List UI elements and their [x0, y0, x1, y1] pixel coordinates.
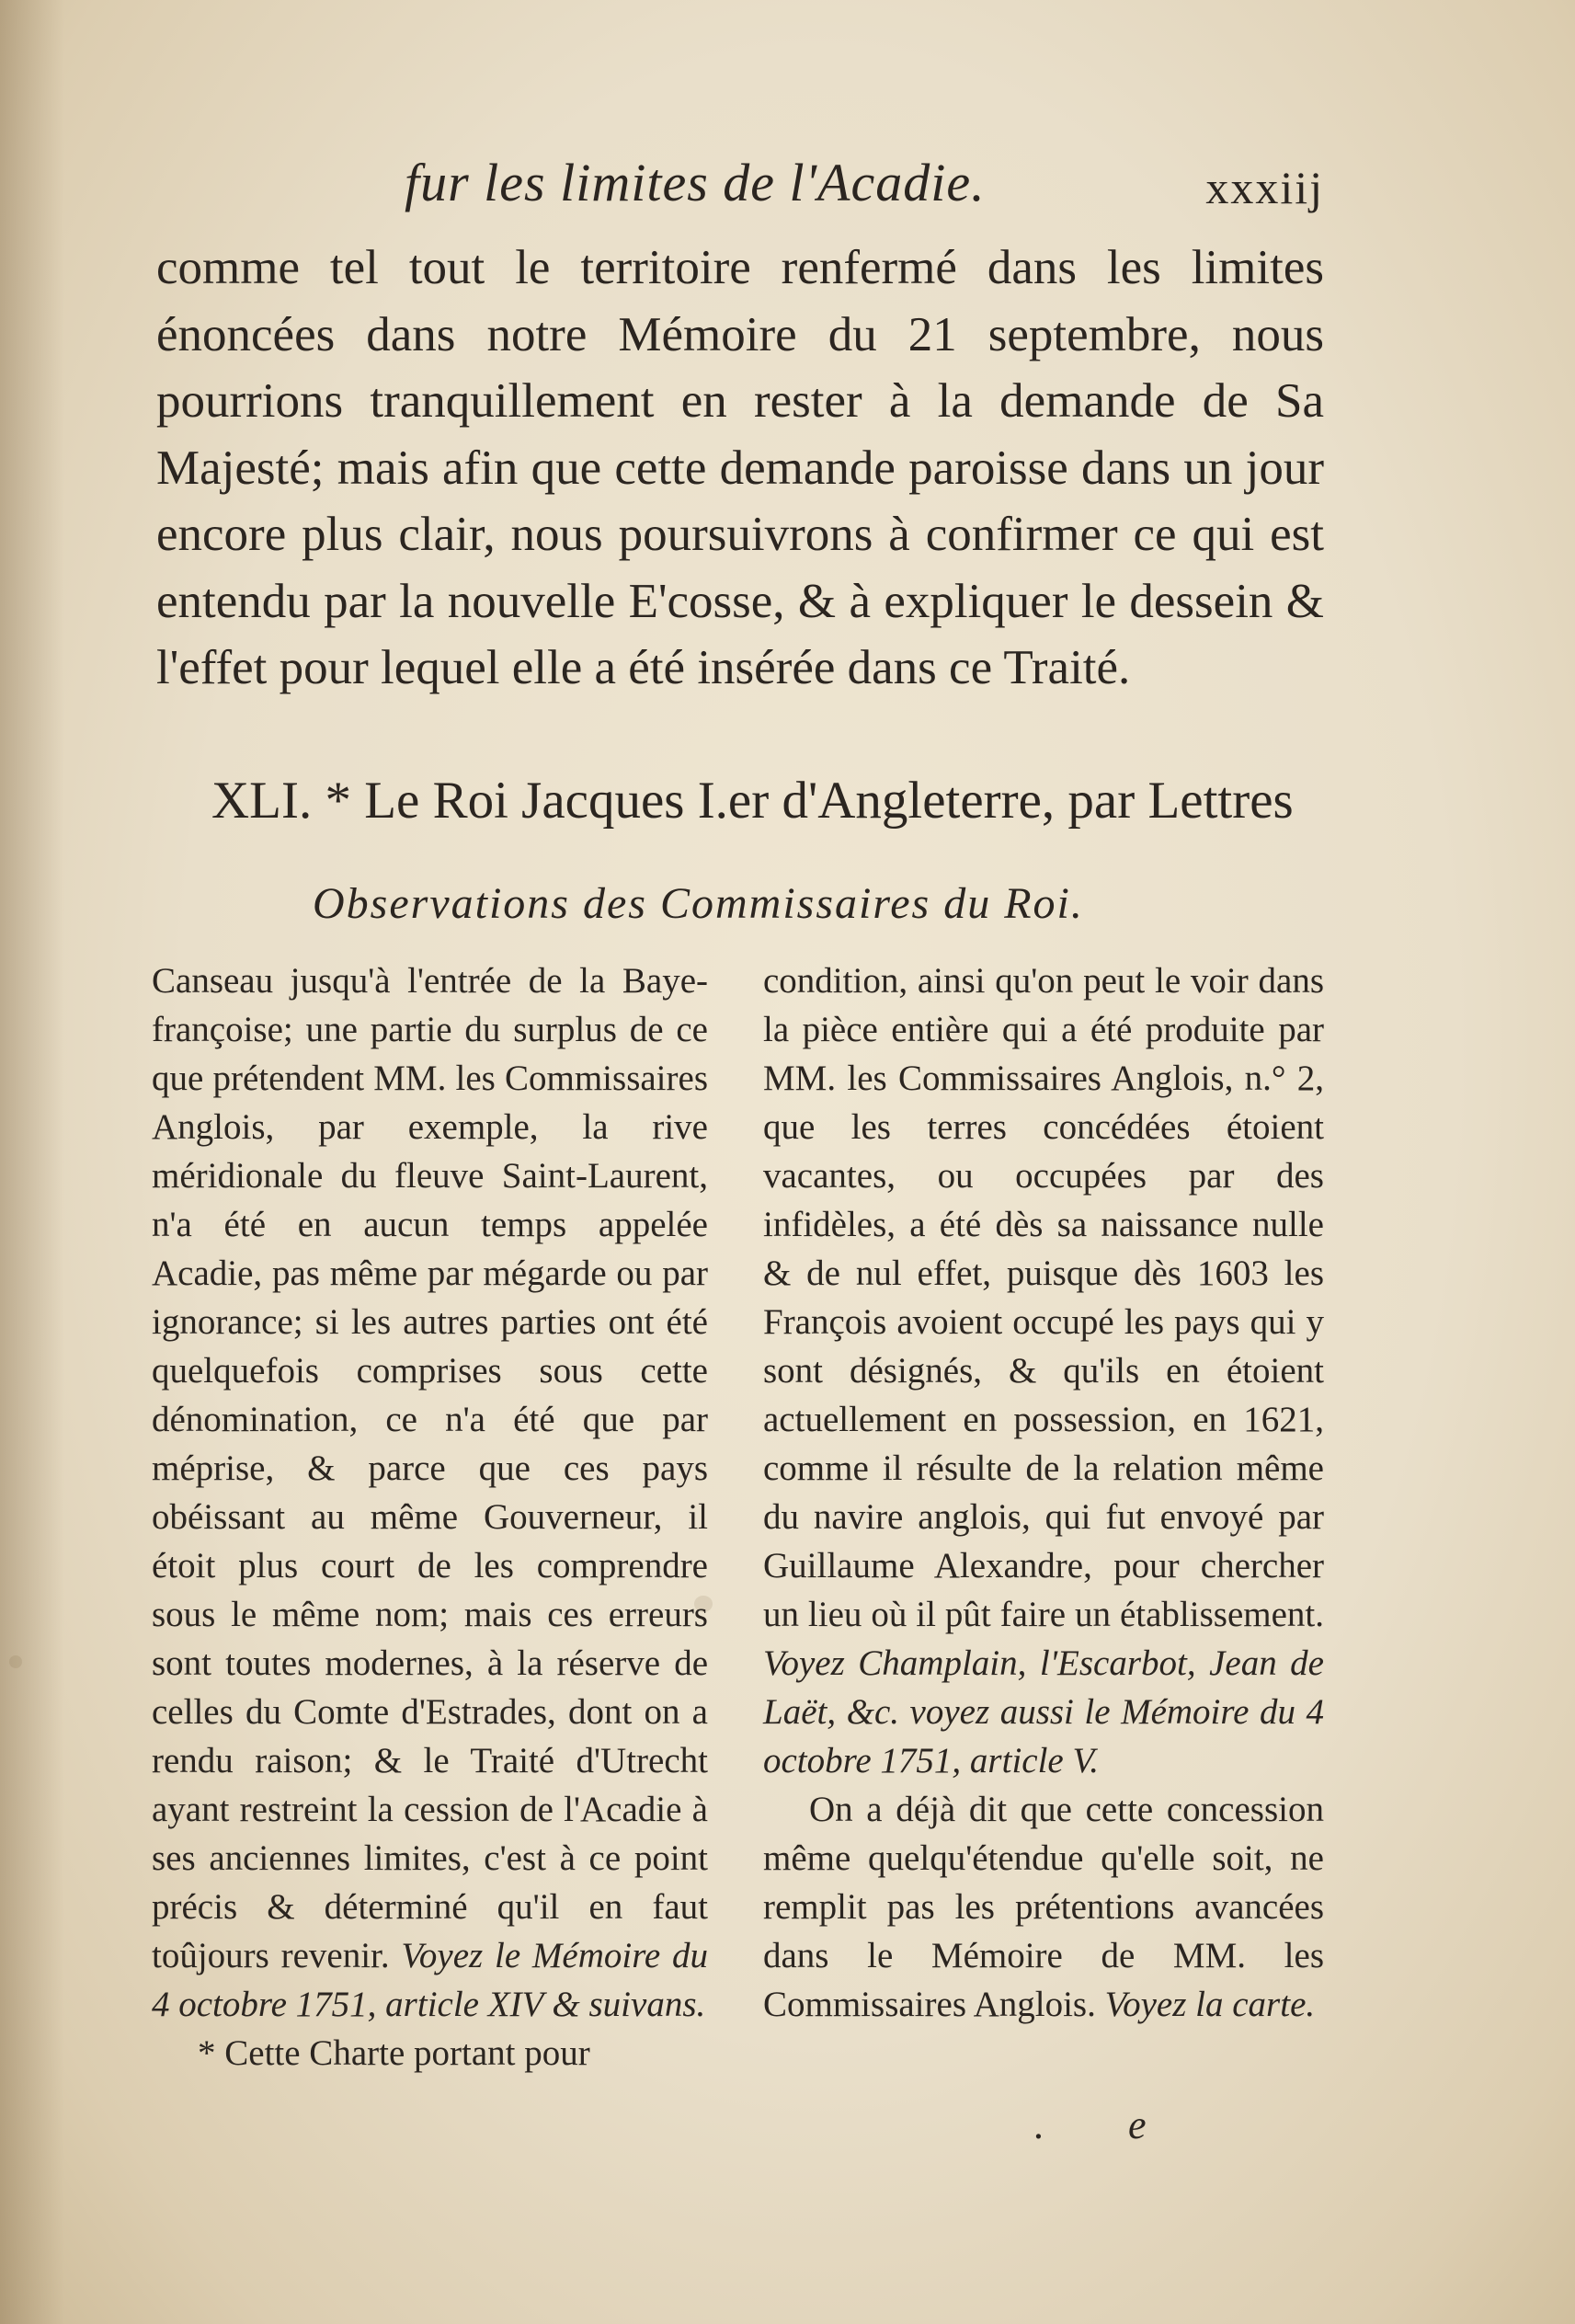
main-paragraph: comme tel tout le territoire renfermé dans les limites énoncées dans notre Mémoire du 21 septembre, nous pourrions tranquillement en rester à la demande de Sa Majesté; mais afin que cette demande paroisse dans un jour encore plus clair, nous poursuivrons à confirmer ce qui est entendu par la nouvelle E'cosse, & à expliquer le dessein & l'effet pour lequel elle a été insérée dans ce Traité. — [156, 241, 1324, 694]
observations-heading: Observations des Commissaires du Roi. — [313, 879, 1084, 928]
paper-spot — [9, 1655, 22, 1668]
right-column-paragraph-2 — [763, 1785, 1324, 2029]
main-text-block — [156, 235, 1324, 702]
left-column — [152, 956, 708, 2078]
right-column-body — [763, 956, 1324, 1785]
right-column-text-2: On a déjà dit que cette concession même quelqu'étendue qu'elle soit, ne remplit pas les prétentions avancées dans le Mémoire de MM. les Commissaires Anglois. — [763, 1790, 1324, 2024]
page-header — [405, 152, 1342, 225]
left-column-body — [152, 956, 708, 2029]
right-column — [763, 956, 1324, 2029]
right-column-text: condition, ainsi qu'on peut le voir dans la pièce entière qui a été produite par MM. les Commissaires Anglois, n.° 2, que les terres concédées étoient vacantes, ou occupées par des infidèles, a été dès sa naissance nulle & de nul effet, puisque dès 1603 les François avoient occupé les pays qui y sont désignés, & qu'ils en étoient actuellement en possession, en 1621, comme il résulte de la relation même du navire anglois, qui fut envoyé par Guillaume Alexandre, pour chercher un lieu où il pût faire un établissement. — [763, 961, 1324, 1634]
right-column-reference: Voyez Champlain, l'Escarbot, Jean de Laët, &c. voyez aussi le Mémoire du 4 octobre 1751, article V. — [763, 1643, 1324, 1780]
map-reference: Voyez la carte. — [1104, 1985, 1316, 2024]
footnote-start: * Cette Charte portant pour — [198, 2033, 590, 2073]
running-title: fur les limites de l'Acadie. — [405, 153, 986, 212]
left-column-text: Canseau jusqu'à l'entrée de la Baye-françoise; une partie du surplus de ce que prétendent MM. les Commissaires Anglois, par exemple, la rive méridionale du fleuve Saint-Laurent, n'a été en aucun temps appelée Acadie, pas même par mégarde ou par ignorance; si les autres parties ont été quelquefois comprises sous cette dénomination, ce n'a été que par méprise, & parce que ces pays obéissant au même Gouverneur, il étoit plus court de les comprendre sous le même nom; mais ces erreurs sont toutes modernes, à la réserve de celles du Comte d'Estrades, dont on a rendu raison; & le Traité d'Utrecht ayant restreint la cession de l'Acadie à ses anciennes limites, c'est à ce point précis & déterminé qu'il en faut toûjours revenir. — [152, 961, 708, 1975]
signature-mark: . e — [1034, 2102, 1183, 2147]
section-heading-line: XLI. * Le Roi Jacques I.er d'Angleterre, par Lettres — [211, 772, 1294, 830]
left-column-reference: Voyez le Mémoire du 4 octobre 1751, article XIV & suivans. — [152, 1936, 709, 2024]
page-number: xxxiij — [1205, 162, 1324, 213]
